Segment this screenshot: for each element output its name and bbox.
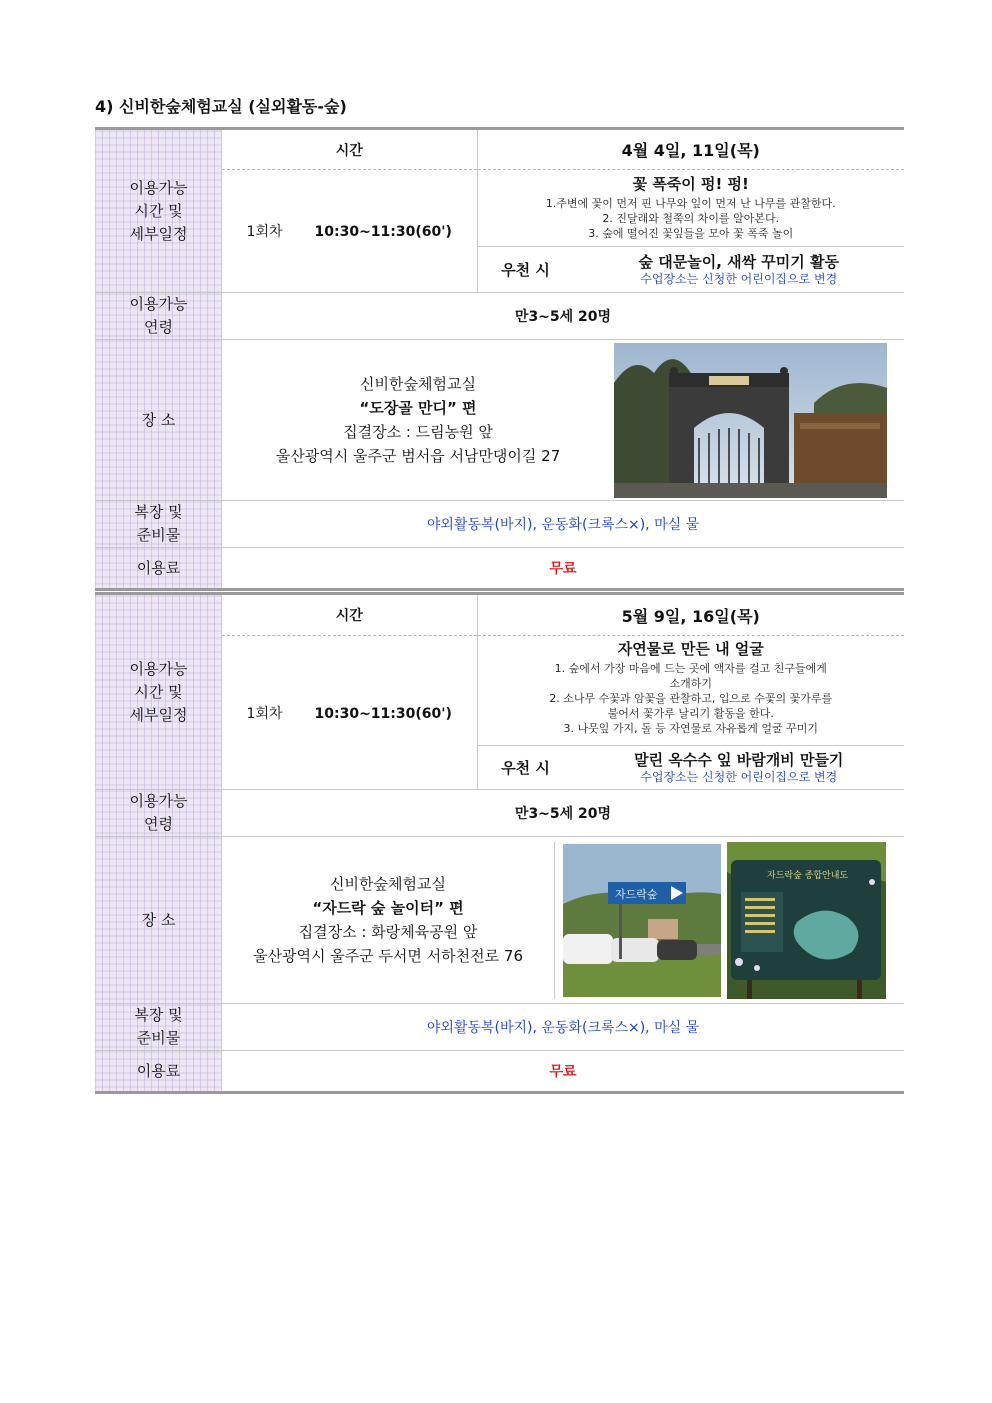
prep-value: 야외활동복(바지), 운동화(크록스×), 마실 물: [222, 1004, 904, 1051]
rain-cell: [477, 247, 904, 293]
rain-note: 수업장소는 신청한 어린이집으로 변경: [640, 769, 838, 784]
rain-label: 우천 시: [501, 261, 550, 279]
schedule-table-may: [95, 592, 904, 1094]
section-title: 4) 신비한숲체험교실 (실외활동-숲): [95, 97, 347, 116]
board-title: 자드락숲 종합안내도: [767, 870, 849, 881]
sign-text: 자드락숲: [615, 887, 658, 901]
farm-gate-photo: [614, 343, 887, 498]
label-age: 이용가능 연령: [95, 293, 222, 340]
rain-cell: [477, 746, 904, 790]
age-value: 만3~5세 20명: [222, 790, 904, 837]
label-time-schedule: 이용가능 시간 및 세부일정: [95, 129, 222, 293]
prep-value: 야외활동복(바지), 운동화(크록스×), 마실 물: [222, 501, 904, 548]
label-fee: 이용료: [95, 548, 222, 590]
time-header: 시간: [222, 594, 477, 636]
rain-activity: 숲 대문놀이, 새싹 꾸미기 활동: [638, 252, 839, 271]
rain-note: 수업장소는 신청한 어린이집으로 변경: [640, 271, 838, 286]
label-prep: 복장 및 준비물: [95, 1004, 222, 1051]
session-time: 1회차 10:30~11:30(60'): [222, 636, 477, 790]
fee-value: 무료: [222, 548, 904, 590]
address: 울산광역시 울주군 범서읍 서남만댕이길 27: [275, 447, 561, 465]
date-header: 4월 4일, 11일(목): [477, 129, 904, 170]
age-value: 만3~5세 20명: [222, 293, 904, 340]
activity-cell: 꽃 폭죽이 펑! 펑! 1.주변에 꽃이 먼저 핀 나무와 잎이 먼저 난 나무를 관찰한다. 2. 진달래와 철쭉의 차이를 알아본다. 3. 숲에 떨어진 꽃잎들을 모아 꽃 폭죽 놀이: [477, 170, 904, 247]
parking-sign-photo: [563, 844, 721, 997]
guide-map-photo: [727, 842, 886, 999]
label-time-schedule: 이용가능 시간 및 세부일정: [95, 594, 222, 790]
time-header: 시간: [222, 129, 477, 170]
schedule-table-april: [95, 127, 904, 591]
place-cell: [222, 340, 904, 501]
label-place: 장 소: [95, 340, 222, 501]
activity-title: 자연물로 만든 내 얼굴: [617, 640, 764, 658]
place-subtitle: “자드락 숲 놀이터” 편: [312, 899, 464, 917]
fee-value: 무료: [222, 1051, 904, 1093]
place-cell: [222, 837, 904, 1004]
meeting-place: 집결장소 : 화랑체육공원 앞: [298, 923, 478, 941]
label-prep: 복장 및 준비물: [95, 501, 222, 548]
activity-cell: 자연물로 만든 내 얼굴 1. 숲에서 가장 마음에 드는 곳에 액자를 걸고 친구들에게 소개하기 2. 소나무 수꽃과 암꽃을 관찰하고, 입으로 수꽃의 꽃가루를 불어서 꽃가루 날리기 활동을 한다. 3. 나뭇잎 가지, 돌 등 자연물로 자유롭게 얼굴 꾸미기: [477, 636, 904, 746]
meeting-place: 집결장소 : 드림농원 앞: [343, 423, 493, 441]
place-name: 신비한숲체험교실: [360, 375, 476, 393]
place-name: 신비한숲체험교실: [330, 875, 446, 893]
date-header: 5월 9일, 16일(목): [477, 594, 904, 636]
address: 울산광역시 울주군 두서면 서하천전로 76: [252, 947, 523, 965]
label-fee: 이용료: [95, 1051, 222, 1093]
label-place: 장 소: [95, 837, 222, 1004]
rain-activity: 말린 옥수수 잎 바람개비 만들기: [634, 750, 844, 769]
label-age: 이용가능 연령: [95, 790, 222, 837]
activity-title: 꽃 폭죽이 펑! 펑!: [632, 175, 749, 193]
session-time: 1회차 10:30~11:30(60'): [222, 170, 477, 293]
place-subtitle: “도장골 만디” 편: [359, 399, 477, 417]
rain-label: 우천 시: [501, 759, 550, 777]
